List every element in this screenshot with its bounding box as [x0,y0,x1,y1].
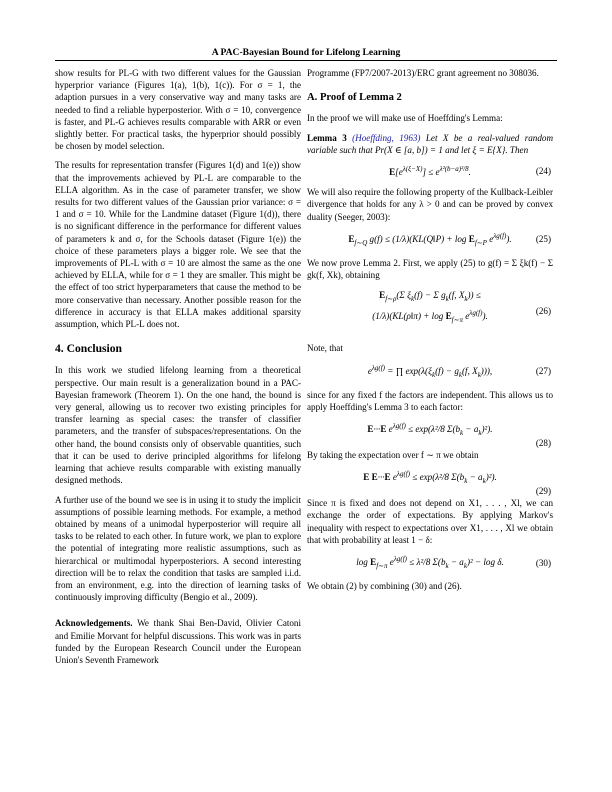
left-column [55,67,301,673]
section-heading-conclusion: 4. Conclusion [55,342,123,356]
equation-27-body: $e^{\lambda g(f)}$ = ∏ $\exp(\lambda(\xi_k(f) - g_k(f$, $X_k$))), [367,363,493,379]
equation-number: (27) [535,365,551,376]
running-header: A PAC-Bayesian Bound for Lifelong Learning [211,47,401,58]
equation-26 [307,288,553,334]
lemma-label: Lemma 3 [307,132,347,143]
equation-number: (24) [535,165,551,176]
paragraph-note: Note, that [307,343,343,354]
lemma-3 [307,132,553,156]
equation-28 [307,420,553,448]
acknowledgements [55,617,301,666]
equation-26-body: $E_{f\sim\rho}(\Sigma$ $\xi_k(f) - \Sigma$ $g_k(f$, $X_k$)) ≤ (1/λ)(KL(ρ‖π) + $\log E_{f\sim\pi}$ $e^{\lambda g(f)}$). [372,290,488,324]
equation-number: (26) [535,306,551,317]
equation-30-body: $\log E_{f\sim\pi}$ $e^{\lambda g(f)} \le \lambda^2/8$ $\Sigma(b_k - a_k)^2 - \log \delta$. [356,555,504,570]
equation-number: (25) [535,234,551,245]
lemma-text: Let X be a real-valued random variable such that Pr(X ∈ [a, b]) = 1 and let ξ = E{X}. Then [307,132,554,155]
equation-25 [307,230,553,249]
section-heading-proof: A. Proof of Lemma 2 [307,92,402,104]
paragraph-results-pl-g: show results for PL-G with two different values for the Gaussian hyperprior variance (Figures 1(a), 1(b), 1(c)). For σ = 1, the adaption pursues in a very conservative way and many tasks are needed to find a reliable hyperposterior. With σ = 10, convergence is faster, and PL-G achieves results comparable with ARR or even slightly better. For practical tasks, the hyperprior should possibly be chosen by model selection. [55,68,301,152]
paragraph-expectation: By taking the expectation over f ∼ π we obtain [307,450,479,461]
ack-label: Acknowledgements. [55,618,133,629]
header-rule [55,60,557,61]
equation-number: (30) [535,557,551,568]
equation-27 [307,362,553,381]
equation-24-body: $E[e^{\lambda(\xi-X)}] \le e^{\lambda^2(b-a)^2/8}$. [389,165,471,178]
paragraph-kl-property: We will also require the following property of the Kullback-Leibler divergence that holds for any λ > 0 and can be proved by convex duality (Seeger, 2003): [307,187,553,222]
paragraph-conclusion-2: A further use of the bound we see is in using it to study the implicit assumptions of possible learning methods. For example, a method obtained by means of a unimodal hyperposterior will require all tasks to be related to each other. In future work, we plan to explore the potential of integrating more realistic assumptions, such as hierarchical or multimodal hyperposteriors. A second interesting direction will be to relax the condition that tasks are sampled i.i.d. from an environment, e.g. into the direction of learning tasks of continuously improving difficulty (Bengio et al., 2009). [55,494,301,603]
paragraph-final: We obtain (2) by combining (30) and (26). [307,581,462,592]
ack-text: We thank Shai Ben-David, Olivier Catoni and Emilie Morvant for helpful discussions. This work was in parts funded by the European Research Council under the European Union's Seventh Framework [55,618,301,665]
paragraph-since: since for any fixed f the factors are independent. This allows us to apply Hoeffding's Lemma 3 to each factor: [307,389,553,412]
equation-number: (29) [535,486,551,497]
right-column [307,67,553,599]
lemma-citation: (Hoeffding, 1963) [352,132,421,143]
paragraph-funding: Programme (FP7/2007-2013)/ERC grant agreement no 308036. [307,68,539,78]
equation-28-body: E···E $e^{\lambda g(f)} \le \exp(\lambda^2/8$ $\Sigma(b_k - a_k)^2$). [367,421,493,437]
equation-24 [307,163,553,178]
paragraph-proof-intro: In the proof we will make use of Hoeffding's Lemma: [307,113,503,124]
paragraph-conclusion-1: In this work we studied lifelong learning from a theoretical perspective. Our main result is a generalization bound in a PAC-Bayesian framework (Theorem 1). On the one hand, the bound is very general, allowing us to recover two existing principles for transfer learning as special cases: the transfer of classifier parameters, and the transfer of subspaces/representations. On the other hand, the bound consists only of observable quantities, such that it can be used to derive principled algorithms for lifelong learning that achieve results comparable with existing manually designed methods. [55,365,301,486]
paragraph-pi-fixed: Since π is fixed and does not depend on X1, . . . , Xl, we can exchange the order of expectations. By applying Markov's inequality with respect to expectations over X1, . . . , Xl we obtain that with probability at least 1 − δ: [307,498,553,545]
equation-29-body: E E···E $e^{\lambda g(f)} \le \exp(\lambda^2/8$ $\Sigma(b_k - a_k)^2$). [363,470,497,486]
equation-25-body: $E_{f\sim Q}$ g(f) ≤ (1/λ)(KL(Q‖P) + $\log E_{f\sim P}$ $e^{\lambda g(f)}$). [348,231,512,247]
paragraph-representation-transfer: The results for representation transfer (Figures 1(d) and 1(e)) show that the improvements achieved by PL-L are comparable to the ELLA algorithm. As in the case of parameter transfer, we show results for two different values of the Gaussian prior variance: σ = 1 and σ = 10. While for the Landmine dataset (Figure 1(d)), there is no significant difference in the performance for different values of parameters k and σ, for the Schools dataset (Figure 1(e)) the choice of these parameters plays a bigger role. We see that the improvements of PL-L with σ = 10 are almost the same as the one achieved by ELLA, while for σ = 1 they are smaller. This might be the effect of too strict hyperparameters that cause the method to be more conservative than necessary. Another possible reason for the difference in accuracy is that ELLA makes additional sparsity assumption, which PL-L does not. [55,160,301,330]
paragraph-now-prove: We now prove Lemma 2. First, we apply (25) to g(f) = Σ ξk(f) − Σ gk(f, Xk), obtaining [307,257,553,281]
equation-29 [307,468,553,497]
equation-number: (28) [535,437,551,448]
equation-30 [307,553,553,572]
